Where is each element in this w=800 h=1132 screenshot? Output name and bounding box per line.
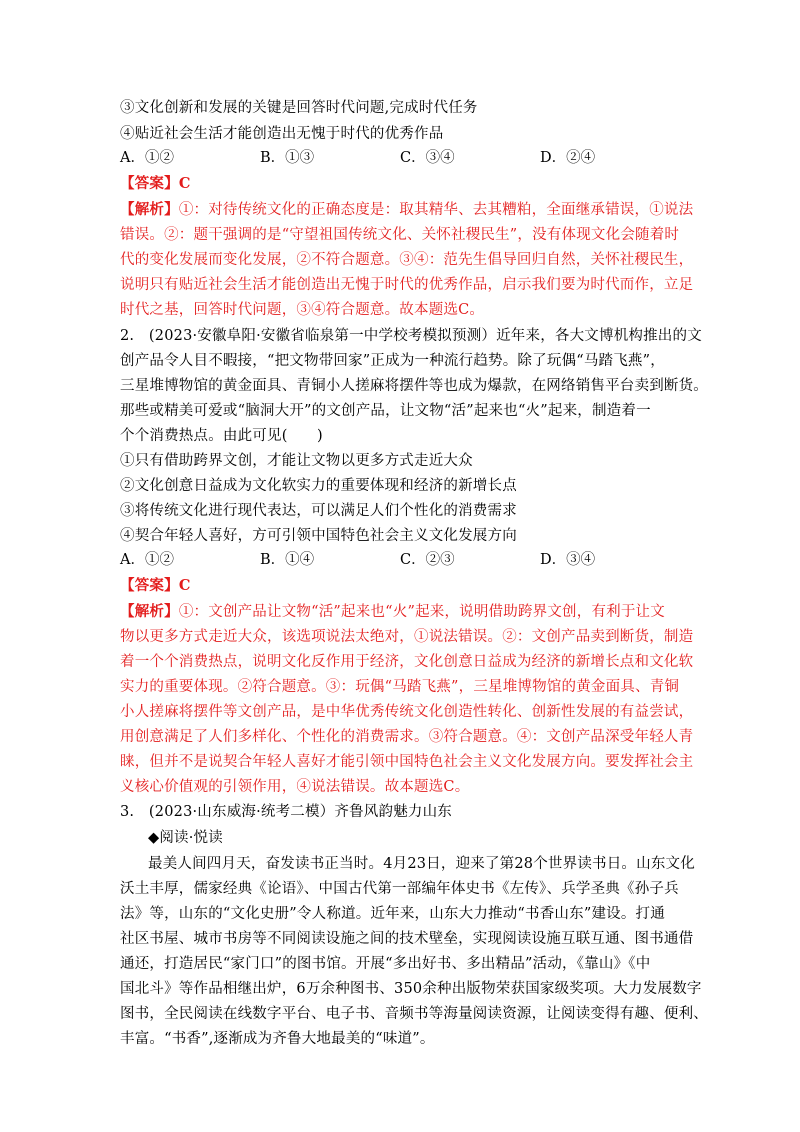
q2-analysis-line: 【解析】①：文创产品让文物“活”起来也“火”起来，说明借助跨界文创，有利于让文 (120, 603, 665, 620)
q1-answer (120, 174, 191, 194)
analysis-label: 【解析】 (120, 603, 179, 620)
q2-answer (120, 576, 191, 596)
q2-stem-line: 那些或精美可爱或“脑洞大开”的文创产品，让文物“活”起来也“火”起来，制造着一 (120, 403, 651, 419)
q3-body-line: 图书，全民阅读在线数字平台、电子书、音频书等海量阅读资源，让阅读变得有趣、便利、 (120, 1006, 708, 1022)
q2-analysis-line: 实力的重要体现。②符合题意。③：玩偶“马踏飞燕”，三星堆博物馆的黄金面具、青铜 (120, 679, 680, 695)
q1-option-a: A．①② (120, 150, 174, 166)
q2-stem-line: 创产品令人目不暇接，“把文物带回家”正成为一种流行趋势。除了玩偶“马踏飞燕”， (120, 353, 665, 369)
q1-statement-3: ③文化创新和发展的关键是回答时代问题,完成时代任务 (120, 100, 478, 116)
q2-statement-4: ④契合年轻人喜好，方可引领中国特色社会主义文化发展方向 (120, 528, 517, 544)
q3-body-line: 丰富。“书香”,逐渐成为齐鲁大地最美的“味道”。 (120, 1031, 435, 1047)
q2-statement-2: ②文化创意日益成为文化软实力的重要体现和经济的新增长点 (120, 478, 517, 494)
analysis-label: 【解析】 (120, 201, 179, 218)
q3-title: 3. (2023·山东威海·统考二模）齐鲁风韵魅力山东 (120, 804, 453, 820)
q1-analysis-line: 说明只有贴近社会生活才能创造出无愧于时代的优秀作品，启示我们要为时代而作，立足 (120, 277, 694, 293)
q2-statement-3: ③将传统文化进行现代表达，可以满足人们个性化的消费需求 (120, 503, 517, 519)
q2-option-d: D．③④ (540, 552, 596, 568)
q1-analysis-line: 错误。②：题干强调的是“守望祖国传统文化、关怀社稷民生”，没有体现文化会随着时 (120, 227, 680, 243)
q3-body-line: 沃土丰厚，儒家经典《论语》、中国古代第一部编年体史书《左传》、兵学圣典《孙子兵 (120, 881, 679, 897)
q2-analysis-line: 小人搓麻将摆件等文创产品，是中华优秀传统文化创造性转化、创新性发展的有益尝试， (120, 704, 694, 720)
q3-body-line: 法》等，山东的“文化史册”令人称道。近年来，山东大力推动“书香山东”建设。打通 (120, 906, 665, 922)
q3-body-line: 通还，打造居民“家门口”的图书馆。开展“多出好书、多出精品”活动，《靠山》《中 (120, 956, 651, 972)
answer-label: 【答案】 (120, 577, 179, 594)
q2-analysis-line: 义核心价值观的引领作用，④说法错误。故本题选C。 (120, 779, 470, 795)
q2-stem-line: 个个消费热点。由此可见( ) (120, 428, 323, 444)
q1-analysis-line: 时代之基，回答时代问题，③④符合题意。故本题选C。 (120, 302, 485, 318)
q2-analysis-line: 用创意满足了人们多样化、个性化的消费需求。③符合题意。④：文创产品深受年轻人青 (120, 729, 694, 745)
q2-statement-1: ①只有借助跨界文创，才能让文物以更多方式走近大众 (120, 453, 473, 469)
q2-option-a: A．①② (120, 552, 174, 568)
q2-stem-line: 2. (2023·安徽阜阳·安徽省临泉第一中学校考模拟预测）近年来，各大文博机构推出的文 (120, 328, 702, 344)
q1-analysis-line: 代的变化发展而变化发展，②不符合题意。③④：范先生倡导回归自然，关怀社稷民生， (120, 252, 694, 268)
answer-value: C (178, 175, 191, 192)
answer-value: C (178, 577, 191, 594)
q2-analysis-line: 睐，但并不是说契合年轻人喜好才能引领中国特色社会主义文化发展方向。要发挥社会主 (120, 754, 694, 770)
q2-option-c: C．②③ (400, 552, 455, 568)
q2-option-b: B．①④ (260, 552, 315, 568)
q3-section-heading: ◆阅读·悦读 (148, 830, 223, 846)
answer-label: 【答案】 (120, 175, 179, 192)
q2-stem-line: 三星堆博物馆的黄金面具、青铜小人搓麻将摆件等也成为爆款，在网络销售平台卖到断货。 (120, 378, 708, 394)
q1-analysis-line: 【解析】①：对待传统文化的正确态度是：取其精华、去其糟粕，全面继承错误，①说法 (120, 201, 694, 218)
q1-statement-4: ④贴近社会生活才能创造出无愧于时代的优秀作品 (120, 126, 444, 142)
q2-analysis-line: 着一个个消费热点，说明文化反作用于经济，文化创意日益成为经济的新增长点和文化软 (120, 654, 694, 670)
q3-body-line: 社区书屋、城市书房等不同阅读设施之间的技术壁垒，实现阅读设施互联互通、图书通借 (120, 931, 694, 947)
q3-body-line: 国北斗》等作品相继出炉，6万余种图书、350余种出版物荣获国家级奖项。大力发展数字 (120, 981, 702, 997)
q1-option-c: C．③④ (400, 150, 455, 166)
q1-option-b: B．①③ (260, 150, 315, 166)
q2-analysis-line: 物以更多方式走近大众，该选项说法太绝对，①说法错误。②：文创产品卖到断货，制造 (120, 629, 694, 645)
q1-option-d: D．②④ (540, 150, 596, 166)
q3-body-line: 最美人间四月天，奋发读书正当时。4月23日，迎来了第28个世界读书日。山东文化 (148, 856, 695, 872)
